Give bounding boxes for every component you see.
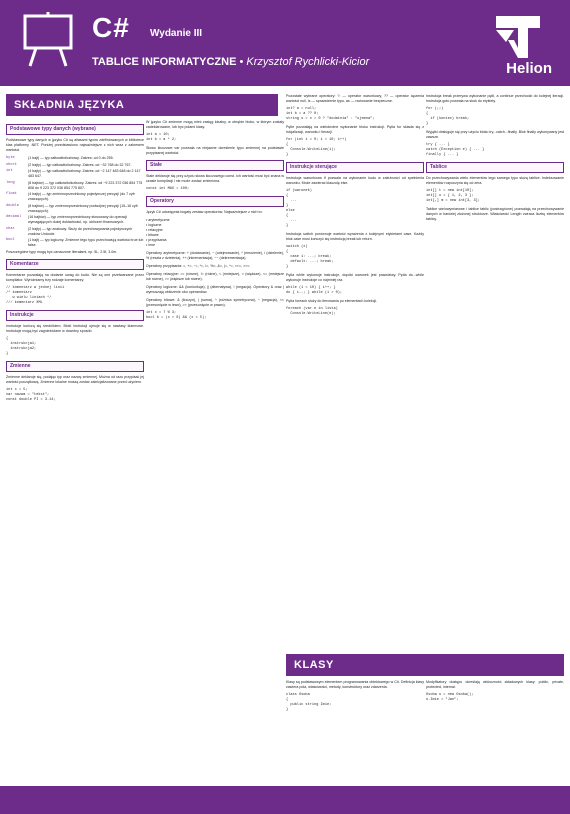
series-name: TABLICE INFORMATYCZNE [92, 56, 237, 68]
paragraph: Operatory bitowe: & (iloczyn), | (suma), ^ (różnica symetryczna), ~ (negacja), << (przesunięcie w lewo), >> (przesunięcie w prawo). [146, 298, 284, 307]
type-description: (8 bajtów) — typ zmiennoprzecinkowy podwójnej precyzji (15–16 cyfr znaczących). [28, 203, 138, 213]
code-block: Osoba o = new Osoba(); o.Imie = "Jan"; [426, 693, 474, 702]
code-block: if (warunek) { ... } else { ... } [286, 189, 312, 228]
subsection-title: Instrukcje [6, 310, 144, 321]
list-item: • bitowe [146, 233, 284, 238]
type-description: (1 bajt) — typ logiczny. Zmienne tego typu przechowują wartości true lub false. [28, 238, 144, 247]
type-keyword: byte [6, 156, 15, 160]
type-description: (2 bajty) — typ całkowitoliczbowy. Zakres: od −32 768 do 32 767. [28, 162, 132, 167]
code-block: for (;;) { if (koniec) break; } [426, 107, 470, 126]
paragraph: Pętla foreach służy do iterowania po elementach kolekcji. [286, 299, 378, 303]
list-item: • logiczne [146, 223, 284, 228]
paragraph: Tablice wielowymiarowe i tablice tablic (postrzępione) pozwalają na przechowywanie danych w bardziej złożonej strukturze. Właściwość Length zwraca liczbę elementów tablicy. [426, 207, 564, 221]
column-1 [6, 120, 144, 782]
paragraph: Operatory arytmetyczne: + (dodawanie), − (odejmowanie), * (mnożenie), / (dzielenie), % (reszta z dzielenia), ++ (inkrementacja), −− (dekrementacja). [146, 251, 284, 260]
code-block: int? a = null; int b = a ?? 0; string s = x > 0 ? "dodatnia" : "ujemna"; [286, 107, 375, 121]
paragraph: Instrukcje kończą się średnikiem. Bloki instrukcji ujmuje się w nawiasy klamrowe. Instrukcje mogą być zagnieżdżane w dowolny sposób. [6, 323, 144, 333]
type-row [6, 204, 144, 214]
type-description: (16 bajtów) — typ zmiennoprzecinkowy stosowany do operacji wymagających dużej dokładności, np. obliczeń finansowych. [28, 215, 128, 224]
code-block: int a = 10; int b = a * 2; [146, 133, 177, 142]
type-row [6, 238, 144, 248]
paragraph: Operatory relacyjne: == (równe), != (różne), < (mniejsze), > (większe), <= (mniejsze lub równe), >= (większe lub równe). [146, 272, 284, 281]
paragraph: Komentarze pozwalają na dodanie uwag do kodu. Nie są one przetwarzane przez kompilator. Wyróżniamy trzy rodzaje komentarzy: [6, 272, 144, 282]
paragraph: Stałe deklaruje się przy użyciu słowa kluczowego const. Ich wartość musi być znana w czasie kompilacji i nie może zostać zmieniona. [146, 174, 284, 183]
code-block: int[] t = new int[10]; int[] u = { 1, 2, 3 }; int[,] m = new int[3, 3]; [426, 189, 480, 203]
list-item: • inne [146, 243, 284, 248]
list-item: • arytmetyczne [146, 218, 284, 223]
type-row [6, 169, 144, 179]
code-block: { instrukcja1; instrukcja2; } [6, 336, 37, 356]
paragraph: Operatory przypisania: =, +=, −=, *=, /=, %=, &=, |=, ^=, <<=, >>=. [146, 264, 251, 268]
section-header-classes: KLASY [286, 654, 564, 676]
type-description: (8 bajtów) — typ całkowitoliczbowy. Zakres: od −9 223 372 036 854 775 808 do 9 223 372 036 854 775 807. [28, 180, 143, 190]
code-block: int x = 5; var nazwa = "tekst"; const double PI = 3.14; [6, 387, 56, 402]
subsection-title: Instrukcje sterujące [286, 162, 424, 173]
paragraph: Operatory logiczne: && (koniunkcja), || (alternatywa), ! (negacja). Operatory & oraz | wymuszają obliczenie obu operandów. [146, 285, 284, 294]
subsection-title: Tablice [426, 162, 564, 173]
type-keyword: float [6, 192, 17, 196]
classes-column-left [286, 680, 424, 782]
type-keyword: double [6, 203, 19, 208]
list-item: • przypisania [146, 238, 284, 243]
paragraph: Pozostałe wybrane operatory: ?: — operator warunkowy, ?? — operator łączenia wartości null, is — sprawdzenie typu, as — rzutowanie bezpieczne. [286, 94, 424, 103]
operators-list [146, 218, 284, 248]
author-name: Krzysztof Rychlicki-Kicior [246, 56, 370, 68]
code-block: foreach (var e in lista) Console.WriteLine(e); [286, 307, 338, 316]
type-keyword: bool [6, 238, 15, 242]
type-row [6, 163, 144, 168]
type-keyword: short [6, 162, 17, 167]
classes-column-right [426, 680, 564, 782]
paragraph: Podstawowe typy danych w języku C# są aliasami typów zdefiniowanych w bibliotece klas platformy .NET. Poniżej przedstawiono najważniejsze z nich wraz z zakresem wartości. [6, 138, 144, 152]
subsection-title: Stałe [146, 160, 284, 171]
subsection-title: Zmienne [6, 361, 144, 372]
code-block: class Osoba { public string Imie; } [286, 693, 332, 712]
code-block: while (i < 10) { i++; } do { i--; } while (i > 0); [286, 286, 343, 295]
subsection-title: Operatory [146, 196, 284, 207]
header-banner [0, 0, 570, 86]
series-line [92, 56, 369, 68]
paragraph: Instrukcja switch porównuje wartość wyrażenia z kolejnymi etykietami case. Każdy blok case musi kończyć się instrukcją break lub return. [286, 232, 424, 241]
publisher-name: Helion [506, 60, 552, 77]
column-4 [426, 94, 564, 650]
code-block: for (int i = 0; i < 10; i++) { Console.WriteLine(i); } [286, 138, 347, 157]
paragraph: Instrukcja warunkowa if pozwala na wykonanie kodu w zależności od spełnienia warunku. Może zawierać klauzulę else. [286, 176, 424, 185]
paragraph: Modyfikatory dostępu określają widoczność składowych klasy: public, private, protected, internal. [426, 680, 564, 689]
type-description: (1 bajt) — typ całkowitoliczbowy. Zakres: od 0 do 255. [28, 156, 114, 160]
type-keyword: int [6, 169, 13, 173]
paragraph: Pętle pozwalają na wielokrotne wykonanie bloku instrukcji. Pętla for składa się z inicjalizacji, warunku i iteracji. [286, 125, 424, 134]
book-title: C# [92, 12, 130, 43]
paragraph: Instrukcja break przerywa wykonanie pętli, a continue przechodzi do kolejnej iteracji. Instrukcja goto pozwala na skok do etykiety. [426, 94, 564, 103]
whiteboard-icon [22, 12, 74, 68]
type-description: (4 bajty) — typ całkowitoliczbowy. Zakres: od −2 147 483 648 do 2 147 483 647. [28, 169, 141, 178]
code-block: try { ... } catch (Exception e) { ... } finally { ... } [426, 143, 485, 157]
subsection-title: Komentarze [6, 259, 144, 270]
paragraph: Słowo kluczowe var pozwala na niejawne określenie typu zmiennej na podstawie przypisanej wartości. [146, 146, 284, 155]
type-row [6, 227, 144, 237]
type-description: (2 bajty) — typ znakowy. Służy do przechowywania pojedynczych znaków Unicode. [28, 226, 133, 236]
paragraph: Do przechowywania wielu elementów tego samego typu służą tablice. Indeksowanie elementów rozpoczyna się od zera. [426, 176, 564, 185]
paragraph: Język C# udostępnia bogaty zestaw operatorów. Najważniejsze z nich to: [146, 210, 263, 214]
separator: • [236, 56, 247, 68]
paragraph: Pętla while wykonuje instrukcje, dopóki warunek jest prawdziwy. Pętla do...while wykonuje instrukcje co najmniej raz. [286, 273, 424, 282]
code-block: switch (x) { case 1: ...; break; default: ...; break; } [286, 245, 334, 269]
type-keyword: char [6, 226, 15, 231]
paragraph: W języku C# zmienne mogą mieć zasięg lokalny, w obrębie bloku, w którym zostały zadeklarowane, lub być polami klasy. [146, 120, 284, 129]
types-list [6, 156, 144, 248]
paragraph: Poszczególne typy mogą być oznaczone literałami, np. 5L, 2.5f, 3.0m. [6, 249, 118, 254]
subsection-title: Podstawowe typy danych (wybrane) [6, 124, 144, 135]
paragraph: Wyjątki obsługuje się przy użyciu bloku try...catch...finally. Blok finally wykonywany jest zawsze. [426, 130, 564, 139]
type-row [6, 156, 144, 161]
type-keyword: decimal [6, 215, 22, 219]
column-3 [286, 94, 424, 650]
code-block: const int MAX = 100; [146, 187, 190, 191]
paragraph: Zmienne deklaruje się, podając typ oraz nazwę zmiennej. Można od razu przypisać jej wartość początkową. Zmienne lokalne muszą zostać zainicjalizowane przed użyciem. [6, 374, 144, 384]
footer-bar [0, 786, 570, 814]
type-row [6, 181, 144, 191]
code-block: int x = 7 % 3; bool b = (x > 0) && (x < 5); [146, 311, 207, 320]
paragraph: Klasy są podstawowym elementem programowania obiektowego w C#. Definicja klasy zawiera pola, właściwości, metody, konstruktory oraz zdarzenia. [286, 680, 424, 689]
type-row [6, 192, 144, 202]
type-keyword: long [6, 180, 15, 185]
column-2 [146, 120, 284, 782]
list-item: • relacyjne [146, 228, 284, 233]
code-block: // komentarz w jednej linii /* komentarz w wielu liniach */ /// komentarz XML [6, 285, 65, 305]
type-description: (4 bajty) — typ zmiennoprzecinkowy pojedynczej precyzji (do 7 cyfr znaczących). [28, 192, 135, 201]
type-row [6, 215, 144, 225]
section-header-syntax: SKŁADNIA JĘZYKA [6, 94, 278, 116]
edition-label: Wydanie III [150, 28, 203, 39]
